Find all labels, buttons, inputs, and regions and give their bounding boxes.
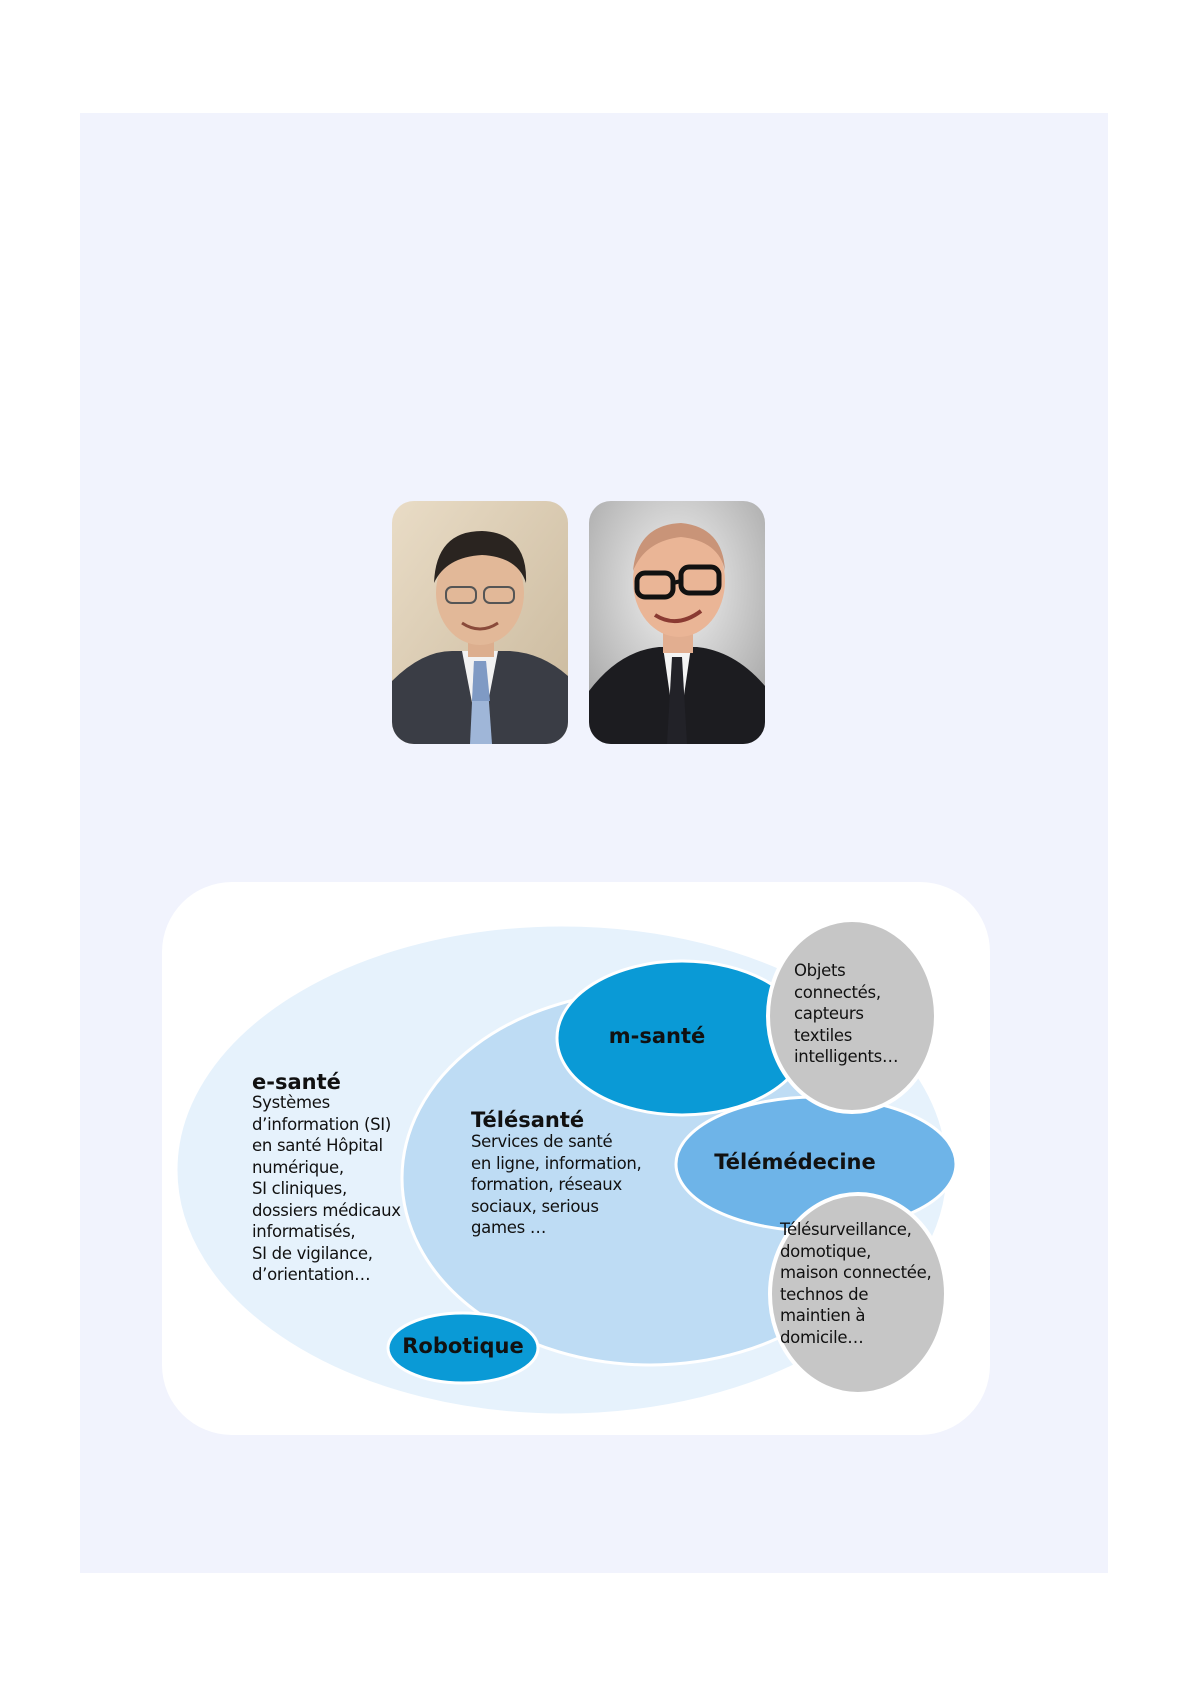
portrait-man-glasses-black-tie-icon [589,501,765,744]
telesante-description: Services de santé en ligne, information, formation, réseaux sociaux, serious games … [471,1132,642,1237]
telesurveillance-description: Télésurveillance, domotique, maison connectée, technos de maintien à domicile… [780,1220,932,1347]
esante-description: Systèmes d’information (SI) en santé Hôpital numérique, SI cliniques, dossiers médicaux informatisés, SI de vigilance, d’orientation… [252,1093,401,1284]
robotique-label: Robotique [402,1334,524,1358]
esante-title: e-santé [252,1070,341,1094]
telesante-title: Télésanté [471,1108,585,1132]
portrait-photo-1 [392,501,568,744]
telemedecine-label: Télémédecine [714,1150,876,1174]
objets-description: Objets connectés, capteurs textiles intelligents… [794,961,899,1066]
esante-diagram [162,882,990,1435]
msante-label: m-santé [608,1024,706,1048]
portrait-man-blue-tie-icon [392,501,568,744]
portrait-photo-2 [589,501,765,744]
